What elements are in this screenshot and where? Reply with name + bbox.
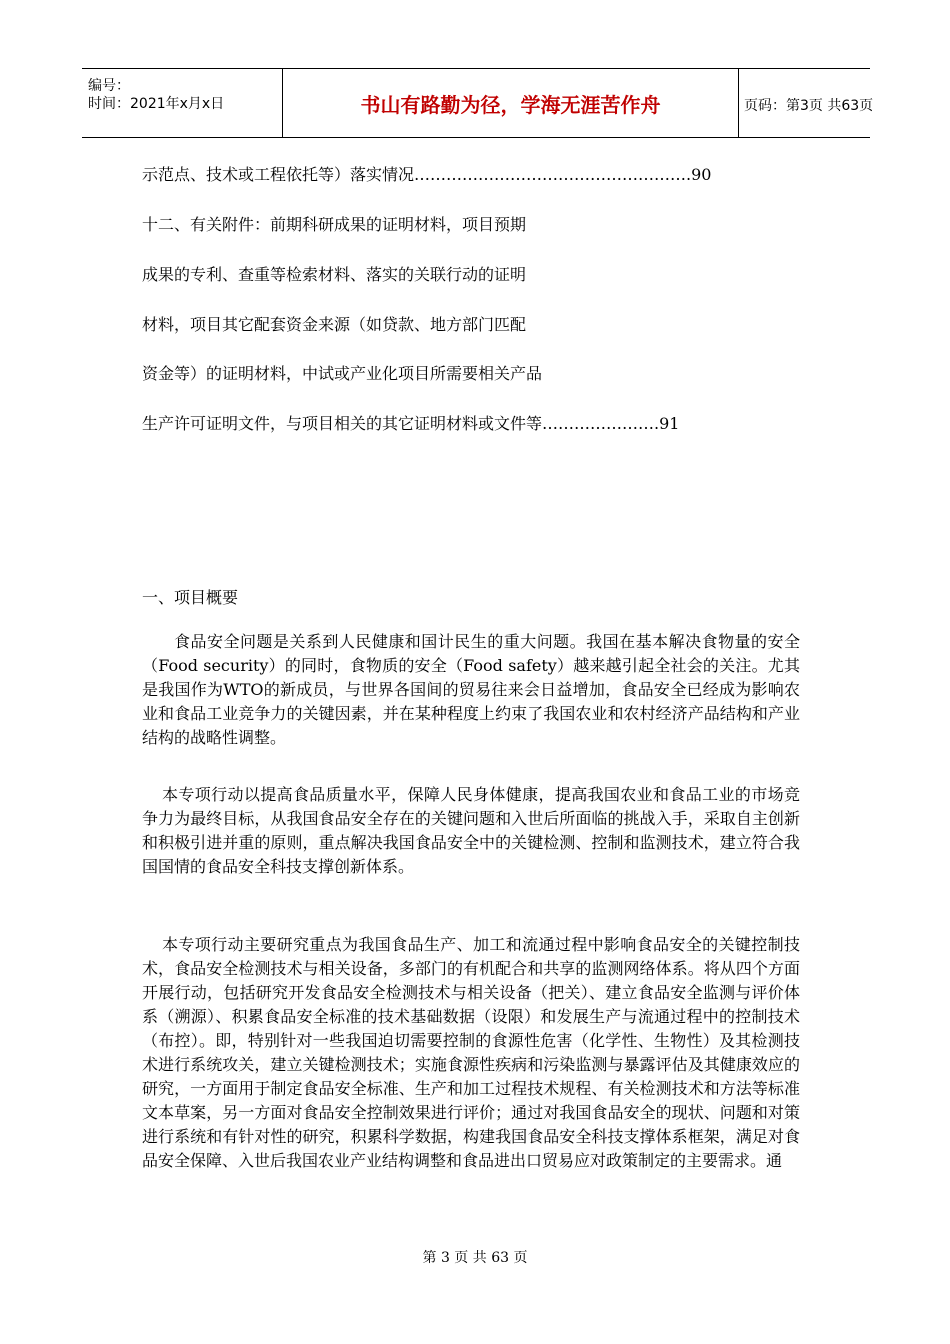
toc-line: 十二、有关附件：前期科研成果的证明材料，项目预期	[142, 215, 527, 234]
header-page-info: 页码：第3页 共63页	[744, 98, 874, 114]
toc-line: 示范点、技术或工程依托等）落实情况…………………………………………….90	[142, 165, 712, 184]
header-page-cell	[738, 69, 874, 137]
header-motto: 书山有路勤为径，学海无涯苦作舟	[360, 93, 661, 117]
document-date-label: 时间：2021年x月x日	[88, 96, 225, 112]
toc-line: 成果的专利、查重等检索材料、落实的关联行动的证明	[142, 265, 527, 284]
toc-line: 生产许可证明文件，与项目相关的其它证明材料或文件等………………….91	[142, 414, 680, 433]
document-number-label: 编号：	[88, 78, 130, 94]
page-footer: 第 3 页 共 63 页	[422, 1250, 528, 1266]
section-heading: 一、项目概要	[142, 588, 239, 607]
body-paragraph: 本专项行动以提高食品质量水平，保障人民身体健康，提高我国农业和食品工业的市场竞争力为最终目标，从我国食品安全存在的关键问题和入世后所面临的挑战入手，采取自主创新和积极引进并重的原则，重点解决我国食品安全中的关键检测、控制和监测技术，建立符合我国国情的食品安全科技支撑创新体系。	[142, 785, 800, 876]
body-paragraph: 本专项行动主要研究重点为我国食品生产、加工和流通过程中影响食品安全的关键控制技术，食品安全检测技术与相关设备，多部门的有机配合和共享的监测网络体系。将从四个方面开展行动，包括研究开发食品安全检测技术与相关设备（把关）、建立食品安全监测与评价体系（溯源）、积累食品安全标准的技术基础数据（设限）和发展生产与流通过程中的控制技术（布控）。即，特别针对一些我国迫切需要控制的食源性危害（化学性、生物性）及其检测技术进行系统攻关，建立关键检测技术；实施食源性疾病和污染监测与暴露评估及其健康效应的研究，一方面用于制定食品安全标准、生产和加工过程技术规程、有关检测技术和方法等标准文本草案，另一方面对食品安全控制效果进行评价；通过对我国食品安全的现状、问题和对策进行系统和有针对性的研究，积累科学数据，构建我国食品安全科技支撑体系框架，满足对食品安全保障、入世后我国农业产业结构调整和食品进出口贸易应对政策制定的主要需求。通	[142, 935, 800, 1170]
header-meta-cell	[82, 69, 282, 137]
toc-line: 资金等）的证明材料，中试或产业化项目所需要相关产品	[142, 364, 543, 383]
toc-line: 材料，项目其它配套资金来源（如贷款、地方部门匹配	[142, 315, 527, 334]
body-paragraph: 食品安全问题是关系到人民健康和国计民生的重大问题。我国在基本解决食物量的安全（Food security）的同时，食物质的安全（Food safety）越来越引起全社会的关注。尤其是我国作为WTO的新成员，与世界各国间的贸易往来会日益增加，食品安全已经成为影响农业和食品工业竞争力的关键因素，并在某种程度上约束了我国农业和农村经济产品结构和产业结构的战略性调整。	[142, 632, 800, 747]
header-motto-cell	[282, 69, 739, 137]
document-header	[82, 68, 874, 138]
